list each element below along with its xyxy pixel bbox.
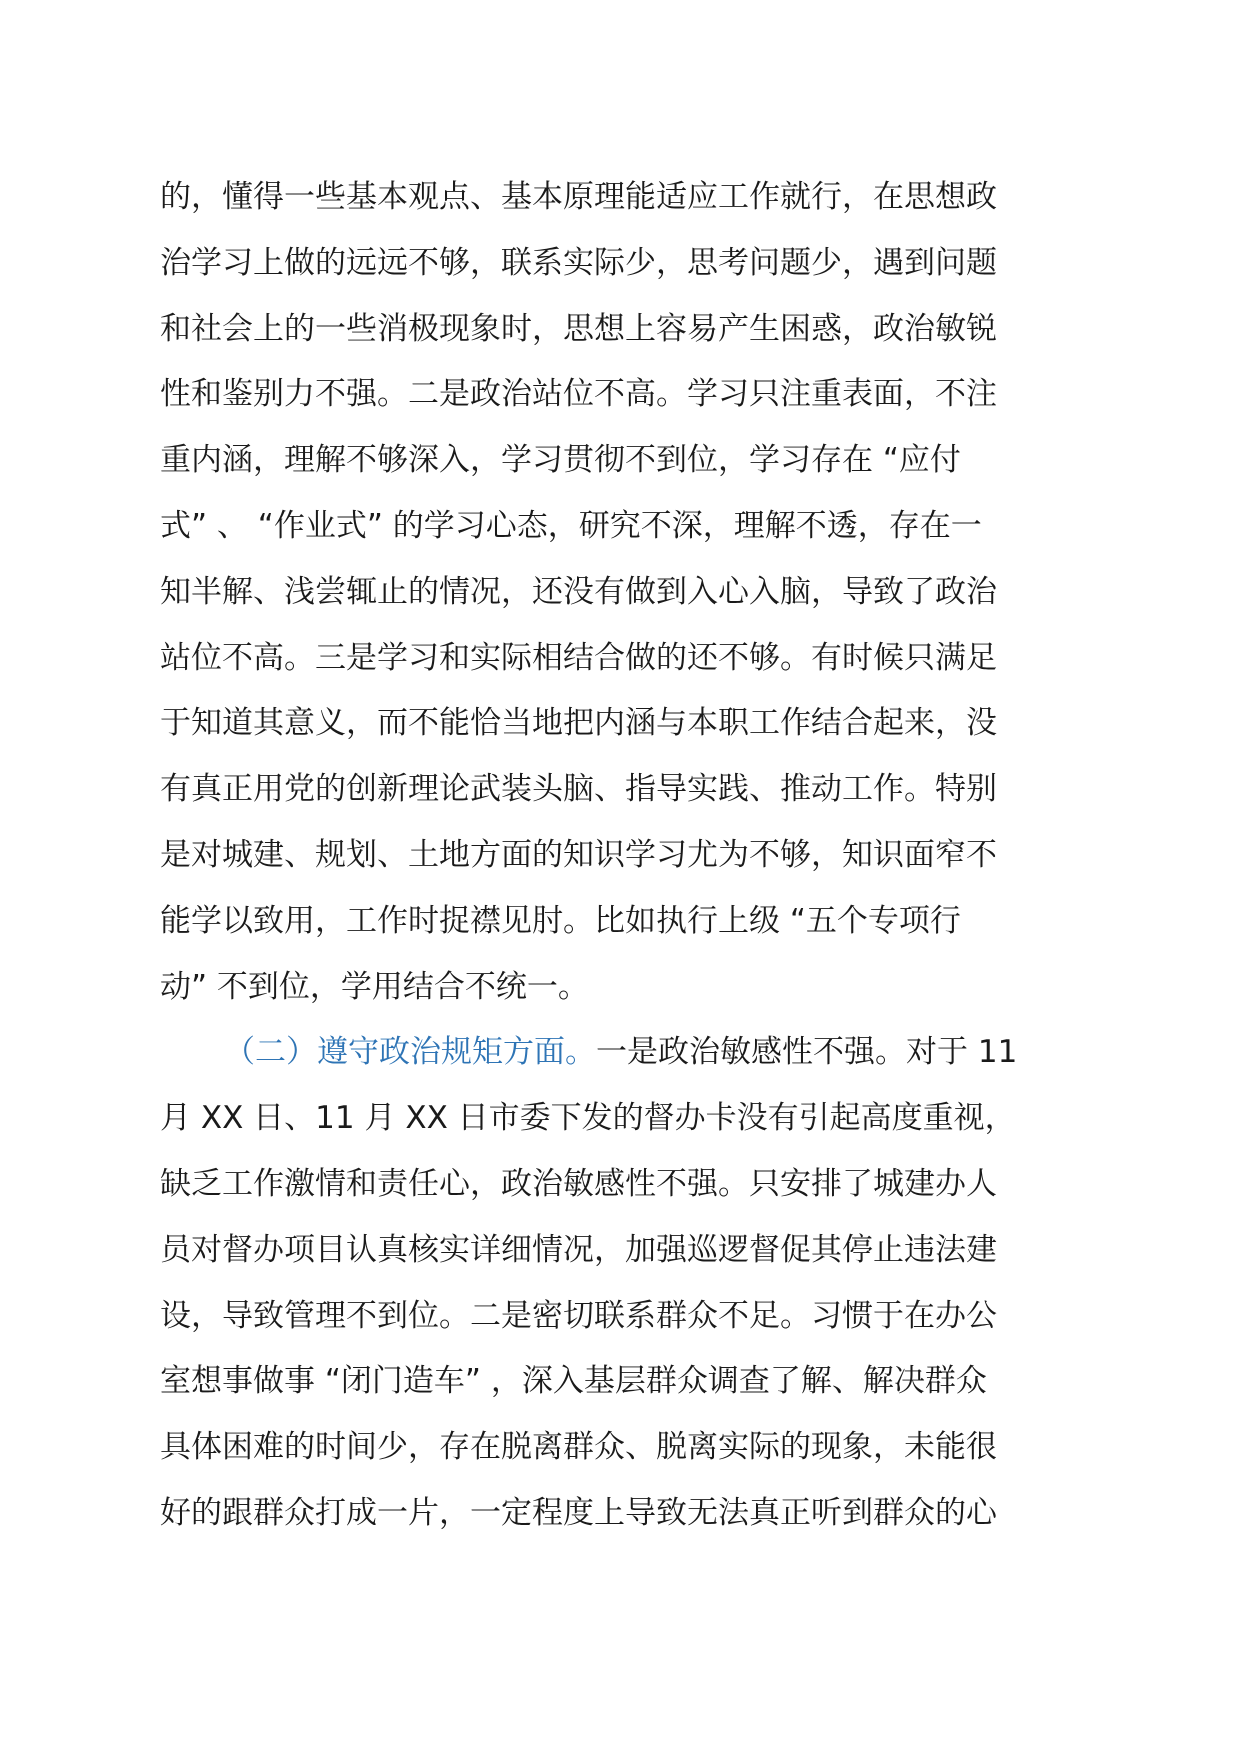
paragraph-line: 是对城建、规划、土地方面的知识学习尤为不够，知识面窄不 [160, 836, 997, 873]
paragraph-line: 的，懂得一些基本观点、基本原理能适应工作就行，在思想政 [160, 179, 997, 215]
paragraph-line: 式” 、 “作业式” 的学习心态，研究不深，理解不透，存在一 [160, 507, 982, 544]
paragraph-line: 性和鉴别力不强。二是政治站位不高。学习只注重表面，不注 [160, 376, 997, 413]
paragraph-line: 和社会上的一些消极现象时，思想上容易产生困惑，政治敏锐 [160, 310, 997, 347]
document-body [160, 165, 1090, 1547]
paragraph-line: 好的跟群众打成一片，一定程度上导致无法真正听到群众的心 [160, 1494, 997, 1531]
paragraph-line: 设，导致管理不到位。二是密切联系群众不足。习惯于在办公 [160, 1297, 997, 1334]
paragraph-line: 能学以致用，工作时捉襟见肘。比如执行上级 “五个专项行 [160, 902, 961, 939]
section-first-line [160, 1020, 1090, 1086]
paragraph-line: 具体困难的时间少，存在脱离群众、脱离实际的现象，未能很 [160, 1429, 997, 1466]
paragraph-line: 站位不高。三是学习和实际相结合做的还不够。有时候只满足 [160, 639, 997, 676]
paragraph-line: 月 XX 日、11 月 XX 日市委下发的督办卡没有引起高度重视， [160, 1100, 1016, 1137]
paragraph-line: 知半解、浅尝辄止的情况，还没有做到入心入脑，导致了政治 [160, 573, 997, 610]
paragraph-line: 员对督办项目认真核实详细情况，加强巡逻督促其停止违法建 [160, 1231, 997, 1268]
paragraph-line: 于知道其意义，而不能恰当地把内涵与本职工作结合起来，没 [160, 705, 997, 742]
paragraph-line: 室想事做事 “闭门造车” ，深入基层群众调查了解、解决群众 [160, 1363, 987, 1400]
paragraph-line: 有真正用党的创新理论武装头脑、指导实践、推动工作。特别 [160, 771, 997, 808]
paragraph-line: 重内涵，理解不够深入，学习贯彻不到位，学习存在 “应付 [160, 442, 961, 479]
section-heading: （二）遵守政治规矩方面。 [224, 1034, 596, 1071]
paragraph-line: 动” 不到位，学用结合不统一。 [160, 968, 589, 1005]
section-first-line-text: 一是政治敏感性不强。对于 11 [596, 1034, 1018, 1071]
paragraph-line: 治学习上做的远远不够，联系实际少，思考问题少，遇到问题 [160, 244, 997, 281]
paragraph-line: 缺乏工作激情和责任心，政治敏感性不强。只安排了城建办人 [160, 1165, 997, 1202]
